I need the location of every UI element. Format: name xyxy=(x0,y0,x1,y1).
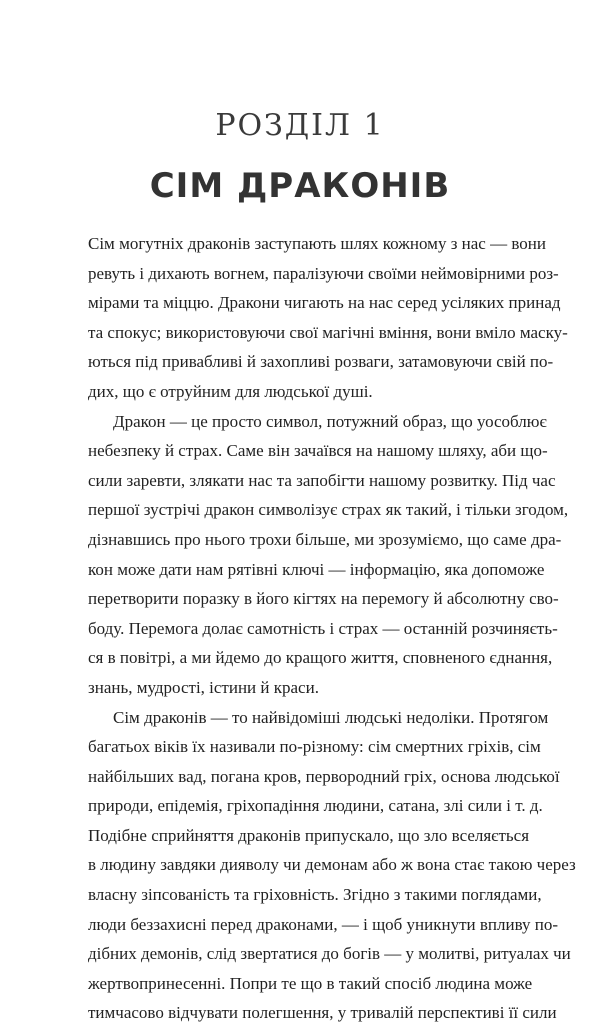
text-line: дих, що є отруйним для людської душі. xyxy=(88,377,512,407)
paragraph xyxy=(88,407,512,703)
text-line: тимчасово відчувати полегшення, у тривалій перспективі її сили xyxy=(88,998,512,1028)
paragraph xyxy=(88,229,512,407)
text-line: знань, мудрості, істини й краси. xyxy=(88,673,512,703)
text-line: природи, епідемія, гріхопадіння людини, сатана, злі сили і т. д. xyxy=(88,791,512,821)
text-line: ся в повітрі, а ми йдемо до кращого життя, сповненого єднання, xyxy=(88,643,512,673)
chapter-number: РОЗДІЛ 1 xyxy=(0,108,600,143)
text-line: в людину завдяки дияволу чи демонам або ж вона стає такою через xyxy=(88,850,512,880)
text-line: Дракон — це просто символ, потужний образ, що уособлює xyxy=(88,407,512,437)
text-line: Сім могутніх драконів заступають шлях кожному з нас — вони xyxy=(88,229,512,259)
text-line: багатьох віків їх називали по-різному: сім смертних гріхів, сім xyxy=(88,732,512,762)
text-line: власну зіпсованість та гріховність. Згідно з такими поглядами, xyxy=(88,880,512,910)
text-line: боду. Перемога долає самотність і страх — останній розчиняєть- xyxy=(88,614,512,644)
text-line: небезпеку й страх. Саме він зачаївся на нашому шляху, аби що- xyxy=(88,436,512,466)
chapter-title: СІМ ДРАКОНІВ xyxy=(0,166,600,206)
text-line: кон може дати нам рятівні ключі — інформацію, яка допоможе xyxy=(88,555,512,585)
text-line: та спокус; використовуючи свої магічні вміння, вони вміло маску- xyxy=(88,318,512,348)
text-line: люди беззахисні перед драконами, — і щоб уникнути впливу по- xyxy=(88,910,512,940)
text-line: мірами та міццю. Дракони чигають на нас серед усіляких принад xyxy=(88,288,512,318)
body-text xyxy=(88,229,512,1028)
text-line: дібних демонів, слід звертатися до богів — у молитві, ритуалах чи xyxy=(88,939,512,969)
paragraph xyxy=(88,703,512,1028)
text-line: дізнавшись про нього трохи більше, ми зрозуміємо, що саме дра- xyxy=(88,525,512,555)
text-line: найбільших вад, погана кров, первородний гріх, основа людської xyxy=(88,762,512,792)
text-line: першої зустрічі дракон символізує страх як такий, і тільки згодом, xyxy=(88,495,512,525)
text-line: ревуть і дихають вогнем, паралізуючи своїми неймовірними роз- xyxy=(88,259,512,289)
text-line: перетворити поразку в його кігтях на перемогу й абсолютну сво- xyxy=(88,584,512,614)
text-line: Подібне сприйняття драконів припускало, що зло вселяється xyxy=(88,821,512,851)
text-line: жертвопринесенні. Попри те що в такий спосіб людина може xyxy=(88,969,512,999)
text-line: Сім драконів — то найвідоміші людські недоліки. Протягом xyxy=(88,703,512,733)
text-line: ються під привабливі й захопливі розваги, затамовуючи свій по- xyxy=(88,347,512,377)
text-line: сили заревти, злякати нас та запобігти нашому розвитку. Під час xyxy=(88,466,512,496)
